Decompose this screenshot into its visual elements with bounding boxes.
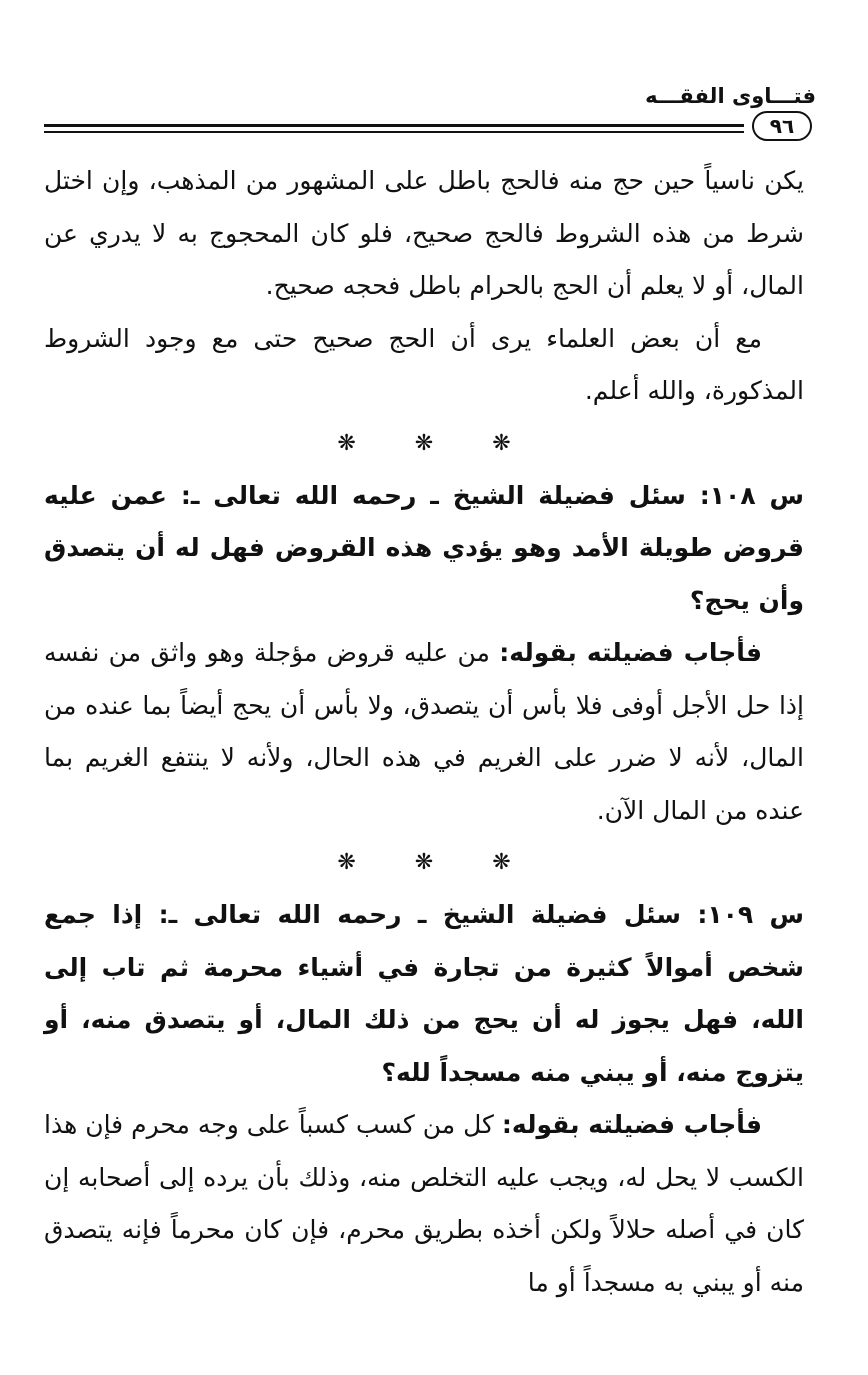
paragraph-continuation: يكن ناسياً حين حج منه فالحج باطل على المشهور من المذهب، وإن اختل شرط من هذه الشروط فالحج صحيح، فلو كان المحجوج به لا يدري عن المال، أو لا يعلم أن الحج بالحرام باطل فحجه صحيح. [44, 166, 804, 300]
paragraph-note: مع أن بعض العلماء يرى أن الحج صحيح حتى مع وجود الشروط المذكورة، والله أعلم. [44, 323, 804, 405]
answer-lead: فأجاب فضيلته بقوله: [501, 1110, 762, 1139]
answer-109 [44, 1099, 804, 1309]
answer-text: من عليه قروض مؤجلة وهو واثق من نفسه إذا حل الأجل أوفى فلا بأس أن يتصدق، ولا بأس أن يحج أيضاً بما عنده من المال، لأنه لا ضرر على الغريم في هذه الحال، ولأنه لا ينتفع الغريم بما عنده من المال الآن. [44, 638, 804, 825]
separator-star-icon: ❋ [337, 430, 356, 456]
running-title: فتـــاوى الفقـــه [645, 84, 816, 108]
body-text [44, 155, 804, 1309]
separator-star-icon: ❋ [414, 430, 434, 456]
header-rule-thin [44, 131, 744, 133]
answer-text: كل من كسب كسباً على وجه محرم فإن هذا الكسب لا يحل له، ويجب عليه التخلص منه، وذلك بأن يرده إلى أصحابه إن كان في أصله حلالاً ولكن أخذه بطريق محرم، فإن كان محرماً فإنه يتصدق منه أو يبني به مسجداً أو ما [44, 1110, 804, 1297]
page-number-badge: ٩٦ [752, 111, 812, 141]
answer-lead: فأجاب فضيلته بقوله: [499, 638, 762, 667]
header-rule-thick [44, 124, 744, 127]
separator-star-icon: ❋ [337, 850, 356, 875]
answer-108 [44, 627, 804, 837]
separator-star-icon: ❋ [414, 850, 434, 875]
section-separator [44, 418, 804, 470]
question-109: س ١٠٩: سئل فضيلة الشيخ ـ رحمه الله تعالى ـ: إذا جمع شخص أموالاً كثيرة من تجارة في أشياء محرمة ثم تاب إلى الله، فهل يجوز له أن يحج من ذلك المال، أو يتصدق منه، أو يتزوج منه، أو يبني منه مسجداً لله؟ [44, 900, 804, 1087]
separator-star-icon: ❋ [492, 430, 511, 456]
separator-star-icon: ❋ [492, 850, 511, 875]
section-separator [44, 837, 804, 889]
question-108: س ١٠٨: سئل فضيلة الشيخ ـ رحمه الله تعالى ـ: عمن عليه قروض طويلة الأمد وهو يؤدي هذه القروض فهل له أن يتصدق وأن يحج؟ [44, 480, 804, 615]
